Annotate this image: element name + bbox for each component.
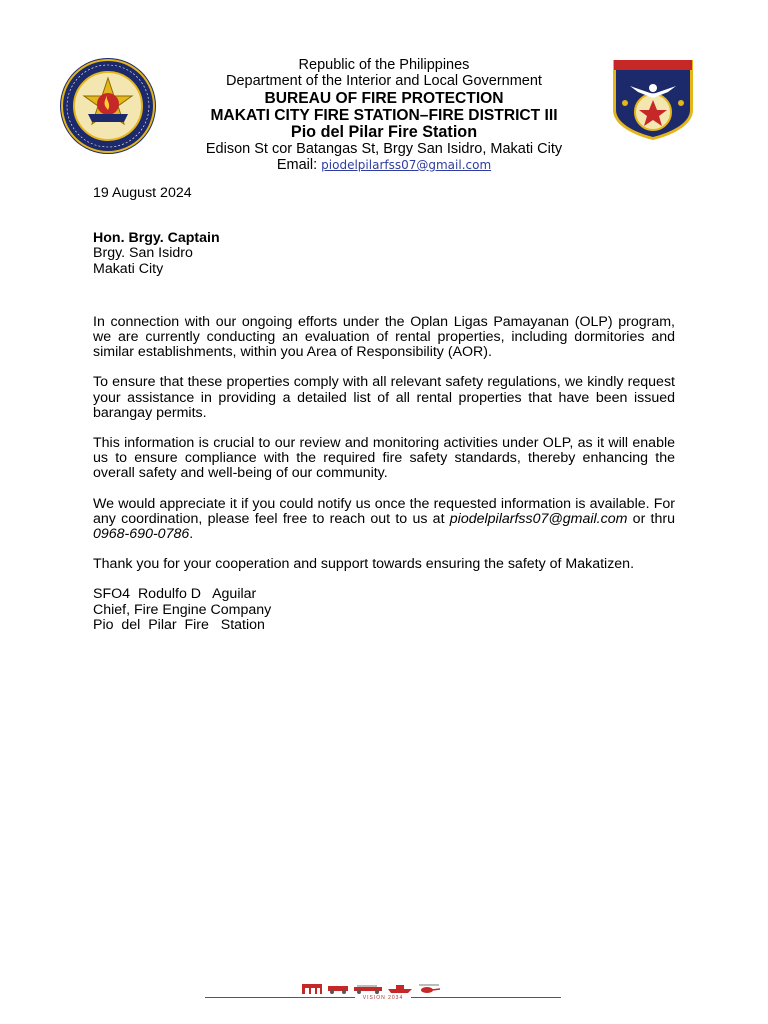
department-line: Department of the Interior and Local Government (226, 72, 542, 89)
paragraph-4 (93, 497, 675, 543)
paragraph-4-text: We would appreciate it if you could notify us once the requested information is available. For any coordination, please feel free to reach out to us at (93, 495, 675, 527)
helicopter-icon (417, 984, 441, 994)
addressee-name: Hon. Brgy. Captain (93, 230, 220, 247)
paragraph-2: To ensure that these properties comply with all relevant safety regulations, we kindly request your assistance in providing a detailed list of all rental properties that have been issued barangay permits. (93, 374, 675, 421)
closing-paragraph: Thank you for your cooperation and support towards ensuring the safety of Makatizen. (93, 556, 635, 573)
signatory-name: SFO4 Rodulfo D Aguilar (93, 586, 257, 603)
station-district-line: MAKATI CITY FIRE STATION–FIRE DISTRICT III (210, 107, 558, 125)
letter-date: 19 August 2024 (93, 185, 192, 201)
fire-truck-icon (327, 984, 349, 994)
paragraph-4-end: . (189, 526, 194, 543)
fire-boat-icon (387, 984, 413, 994)
addressee-barangay: Brgy. San Isidro (93, 245, 193, 262)
signatory-title: Chief, Fire Engine Company (93, 601, 272, 618)
contact-email[interactable]: piodelpilarfss07@gmail.com (449, 510, 628, 527)
makati-bravest-shield-icon (610, 58, 696, 142)
email-line (160, 158, 608, 174)
letter-body (93, 186, 675, 633)
footer (205, 980, 561, 1002)
signature-block (93, 587, 675, 633)
signatory-station: Pio del Pilar Fire Station (93, 616, 265, 633)
paragraph-4-connector: or thru (627, 510, 675, 527)
address-line: Edison St cor Batangas St, Brgy San Isidro, Makati City (205, 140, 563, 157)
vision-label: VISION 2034 (355, 994, 411, 1002)
station-name-line: Pio del Pilar Fire Station (290, 123, 478, 142)
footer-vehicle-icons (301, 980, 441, 994)
paragraph-1: In connection with our ongoing efforts under the Oplan Ligas Pamayanan (OLP) program, we are currently conducting an evaluation of rental properties, including dormitories and similar establishments, within you Area of Responsibility (AOR). (93, 313, 675, 361)
contact-phone: 0968-690-0786 (93, 526, 190, 543)
republic-line: Republic of the Philippines (298, 57, 470, 73)
ladder-truck-icon (353, 984, 383, 994)
email-label: Email: (276, 156, 318, 173)
fire-station-icon (301, 982, 323, 994)
addressee-city: Makati City (93, 260, 164, 277)
email-link[interactable]: piodelpilarfss07@gmail.com (321, 157, 492, 172)
addressee-block (93, 231, 675, 277)
bfp-seal-icon (58, 56, 158, 156)
paragraph-3: This information is crucial to our review and monitoring activities under OLP, as it will enable us to ensure compliance with the required fire safety standards, thereby enhancing the overall safety and well-being of our community. (93, 435, 675, 482)
letterhead (160, 58, 608, 174)
bureau-line: BUREAU OF FIRE PROTECTION (264, 89, 504, 107)
